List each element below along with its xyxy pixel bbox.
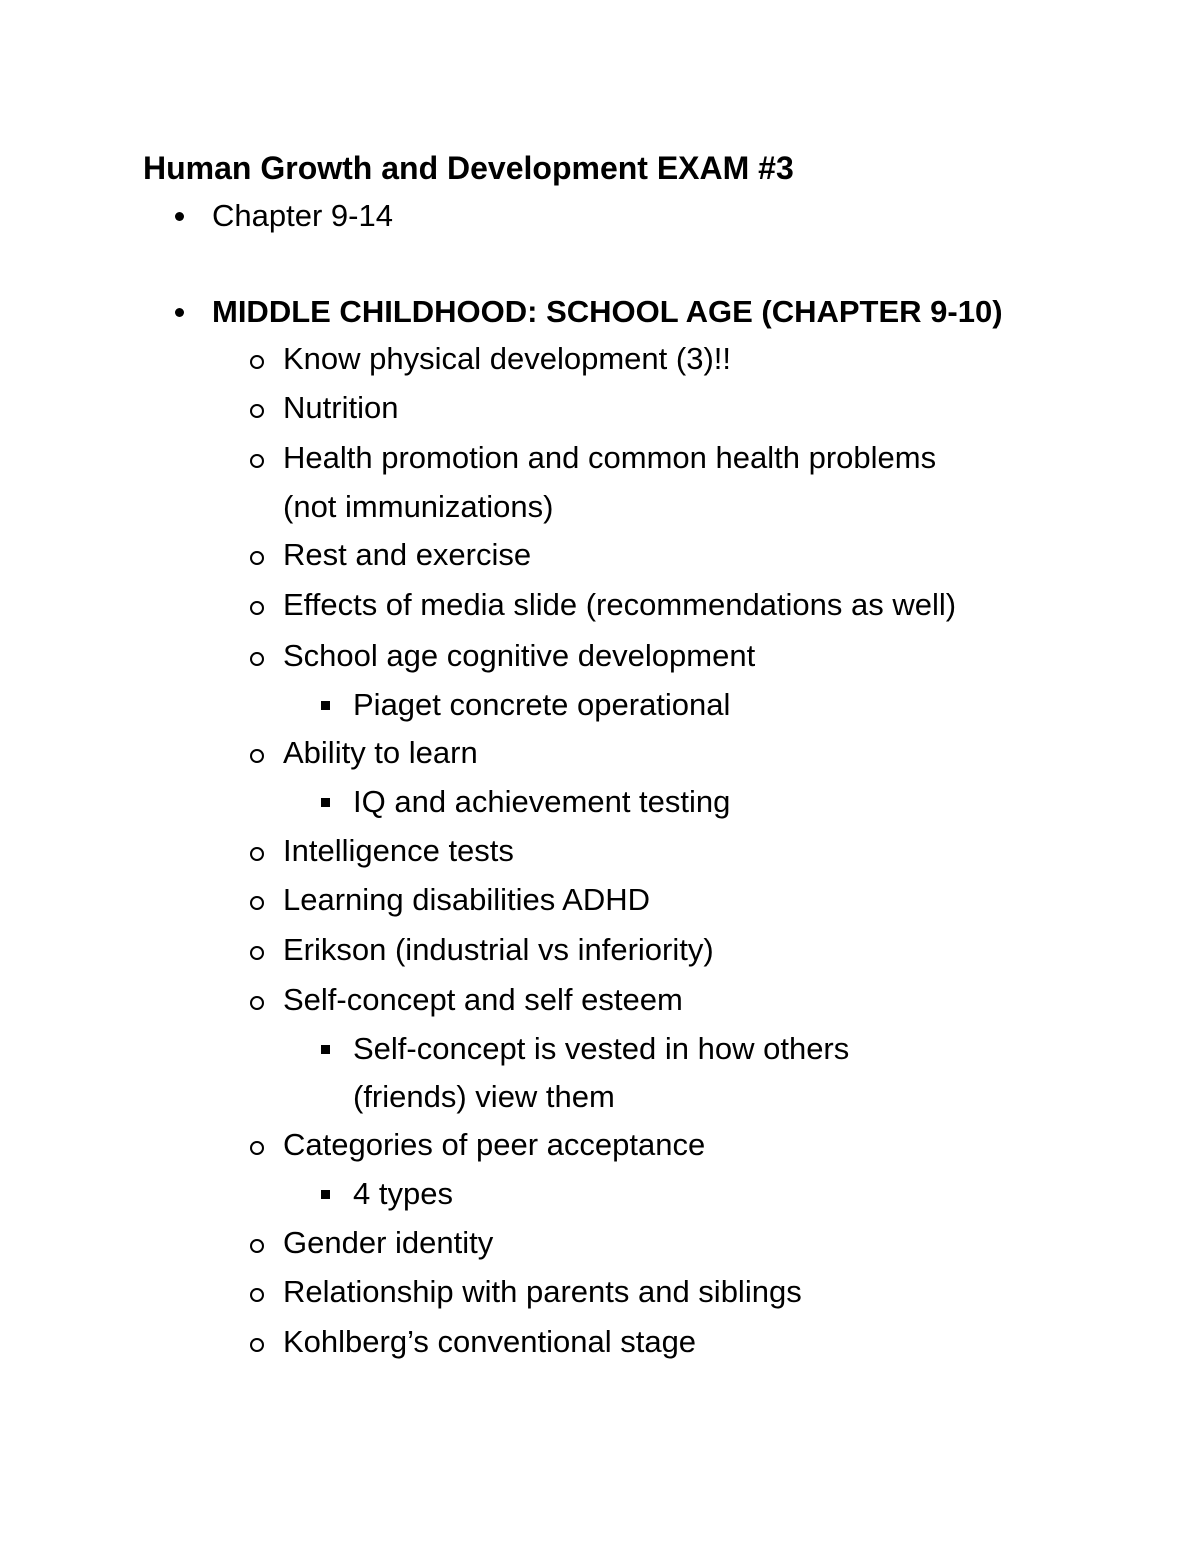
bullet-circle-icon: [250, 946, 264, 960]
list-item-continuation: (friends) view them: [353, 1079, 615, 1114]
list-item: IQ and achievement testing: [353, 784, 731, 819]
list-item: Piaget concrete operational: [353, 687, 731, 722]
bullet-disc-icon: [175, 308, 184, 317]
list-item: Chapter 9-14: [212, 198, 393, 233]
bullet-circle-icon: [250, 1141, 264, 1155]
bullet-circle-icon: [250, 996, 264, 1010]
list-item: Relationship with parents and siblings: [283, 1274, 802, 1309]
list-item: Health promotion and common health problems: [283, 440, 937, 475]
list-item-continuation: (not immunizations): [283, 489, 554, 524]
bullet-circle-icon: [250, 1338, 264, 1352]
bullet-circle-icon: [250, 454, 264, 468]
bullet-circle-icon: [250, 355, 264, 369]
bullet-circle-icon: [250, 1288, 264, 1302]
list-item: Rest and exercise: [283, 537, 532, 572]
list-item: Categories of peer acceptance: [283, 1127, 706, 1162]
bullet-square-icon: [321, 1045, 330, 1054]
bullet-circle-icon: [250, 652, 264, 666]
bullet-circle-icon: [250, 601, 264, 615]
bullet-circle-icon: [250, 896, 264, 910]
list-item: Kohlberg’s conventional stage: [283, 1324, 697, 1359]
bullet-circle-icon: [250, 1239, 264, 1253]
list-item: Nutrition: [283, 390, 399, 425]
bullet-square-icon: [321, 701, 330, 710]
list-item: Gender identity: [283, 1225, 494, 1260]
list-item: Ability to learn: [283, 735, 478, 770]
section-heading: MIDDLE CHILDHOOD: SCHOOL AGE (CHAPTER 9-10): [212, 294, 1003, 329]
list-item: Self-concept and self esteem: [283, 982, 683, 1017]
bullet-circle-icon: [250, 551, 264, 565]
list-item: School age cognitive development: [283, 638, 756, 673]
list-item: Effects of media slide (recommendations as well): [283, 587, 957, 622]
list-item: Erikson (industrial vs inferiority): [283, 932, 714, 967]
list-item: Self-concept is vested in how others: [353, 1031, 850, 1066]
bullet-circle-icon: [250, 404, 264, 418]
bullet-disc-icon: [175, 212, 184, 221]
bullet-square-icon: [321, 1190, 330, 1199]
bullet-circle-icon: [250, 749, 264, 763]
document-title: Human Growth and Development EXAM #3: [143, 150, 794, 186]
list-item: Intelligence tests: [283, 833, 514, 868]
list-item: 4 types: [353, 1176, 453, 1211]
list-item: Learning disabilities ADHD: [283, 882, 651, 917]
bullet-circle-icon: [250, 847, 264, 861]
list-item: Know physical development (3)!!: [283, 341, 732, 376]
bullet-square-icon: [321, 798, 330, 807]
